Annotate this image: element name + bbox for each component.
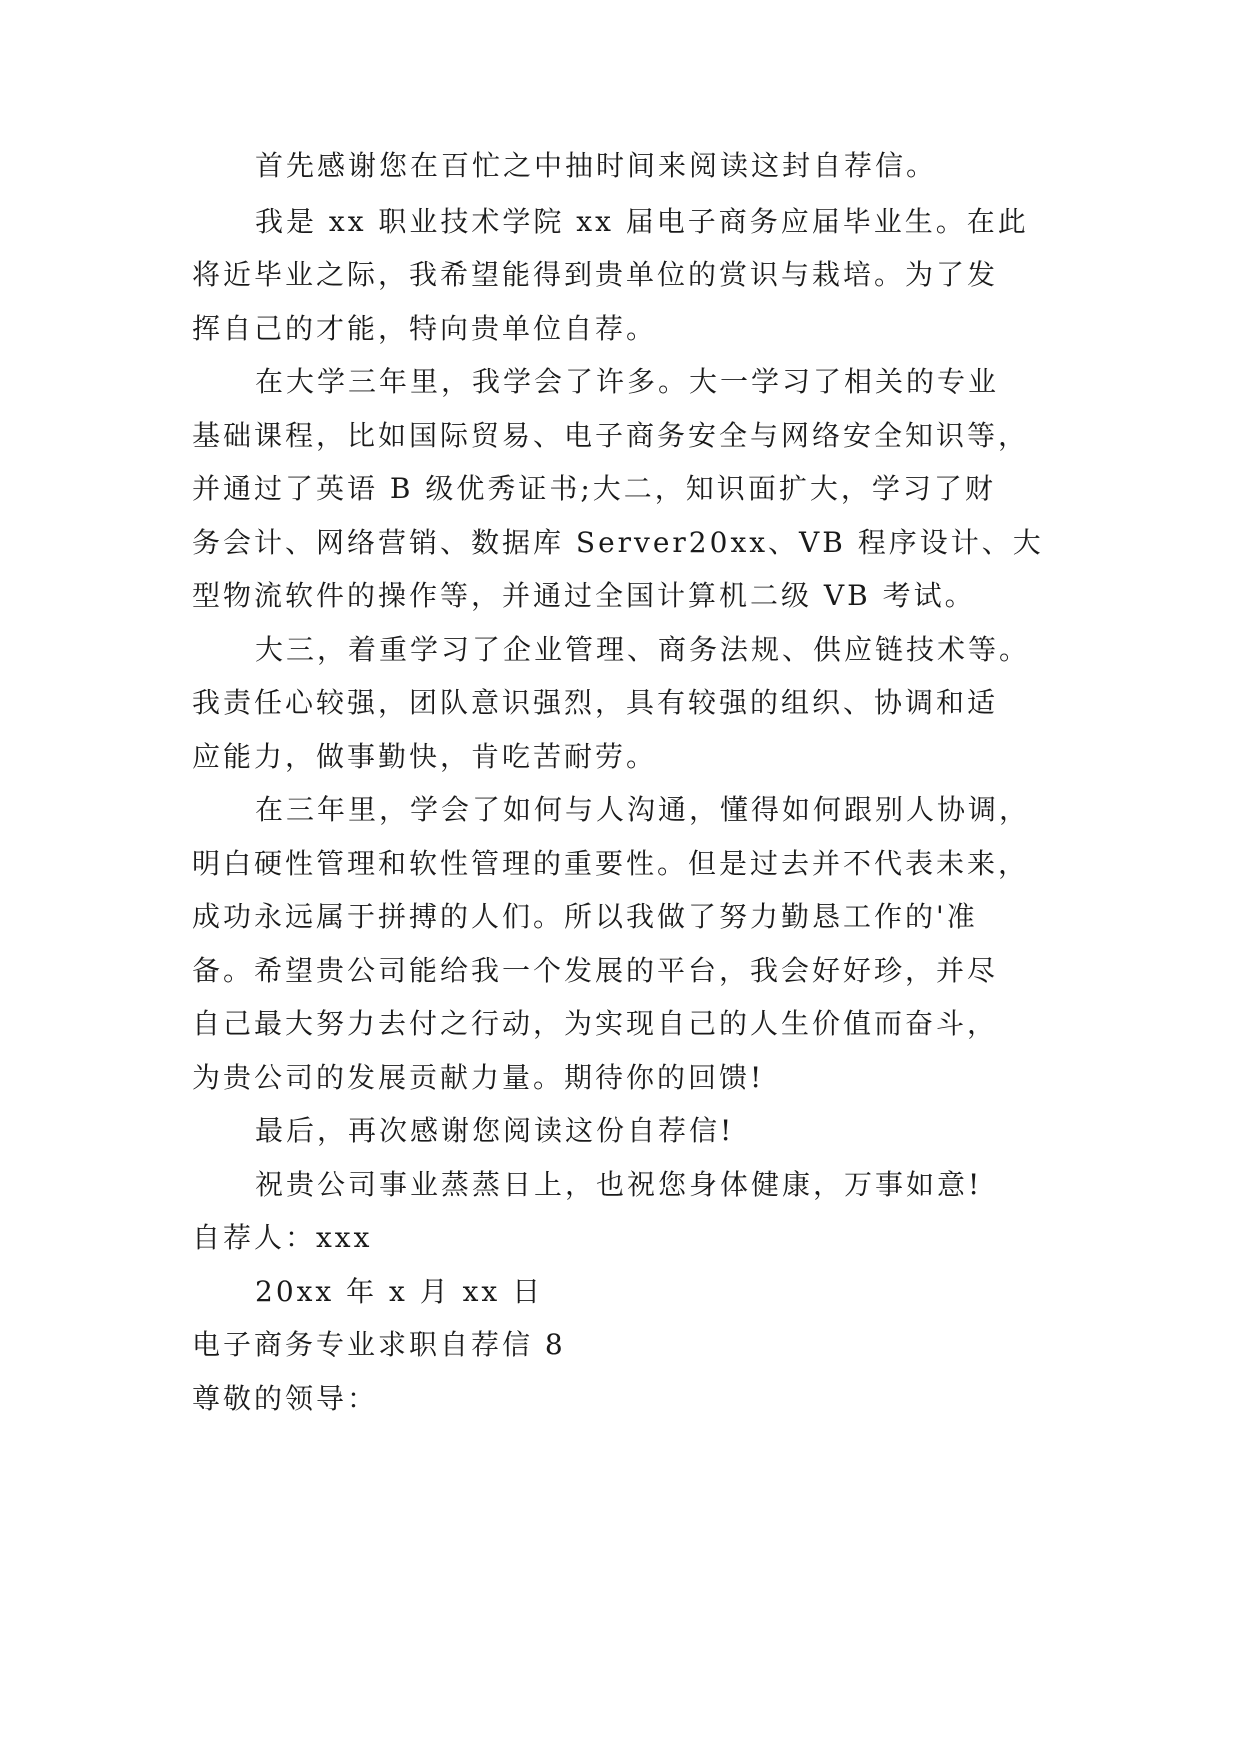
salutation-line: 尊敬的领导： — [192, 1382, 379, 1415]
paragraph-line: 应能力，做事勤快，肯吃苦耐劳。 — [192, 740, 658, 773]
paragraph-line: 并通过了英语 B 级优秀证书;大二，知识面扩大，学习了财 — [192, 472, 996, 505]
paragraph-line: 成功永远属于拼搏的人们。所以我做了努力勤恳工作的'准 — [192, 900, 978, 933]
signature-line: 自荐人：xxx — [192, 1221, 373, 1254]
paragraph-line: 型物流软件的操作等，并通过全国计算机二级 VB 考试。 — [192, 579, 976, 612]
date-line: 20xx 年 x 月 xx 日 — [255, 1275, 544, 1308]
paragraph-line: 祝贵公司事业蒸蒸日上，也祝您身体健康，万事如意! — [255, 1168, 983, 1201]
paragraph-line: 我是 xx 职业技术学院 xx 届电子商务应届毕业生。在此 — [255, 205, 1029, 238]
paragraph-line: 挥自己的才能，特向贵单位自荐。 — [192, 312, 658, 345]
paragraph-line: 在大学三年里，我学会了许多。大一学习了相关的专业 — [255, 365, 1000, 398]
paragraph-line: 首先感谢您在百忙之中抽时间来阅读这封自荐信。 — [255, 149, 938, 182]
paragraph-line: 明白硬性管理和软性管理的重要性。但是过去并不代表未来， — [192, 847, 1030, 880]
paragraph-line: 自己最大努力去付之行动，为实现自己的人生价值而奋斗， — [192, 1007, 999, 1040]
section-title: 电子商务专业求职自荐信 8 — [192, 1328, 566, 1361]
paragraph-line: 将近毕业之际，我希望能得到贵单位的赏识与栽培。为了发 — [192, 258, 999, 291]
paragraph-line: 最后，再次感谢您阅读这份自荐信! — [255, 1114, 735, 1147]
paragraph-line: 我责任心较强，团队意识强烈，具有较强的组织、协调和适 — [192, 686, 999, 719]
paragraph-line: 大三，着重学习了企业管理、商务法规、供应链技术等。 — [255, 633, 1031, 666]
paragraph-line: 在三年里，学会了如何与人沟通，懂得如何跟别人协调， — [255, 793, 1031, 826]
paragraph-line: 基础课程，比如国际贸易、电子商务安全与网络安全知识等， — [192, 419, 1030, 452]
paragraph-line: 备。希望贵公司能给我一个发展的平台，我会好好珍，并尽 — [192, 954, 999, 987]
paragraph-line: 务会计、网络营销、数据库 Server20xx、VB 程序设计、大 — [192, 526, 1044, 559]
paragraph-line: 为贵公司的发展贡献力量。期待你的回馈! — [192, 1061, 765, 1094]
